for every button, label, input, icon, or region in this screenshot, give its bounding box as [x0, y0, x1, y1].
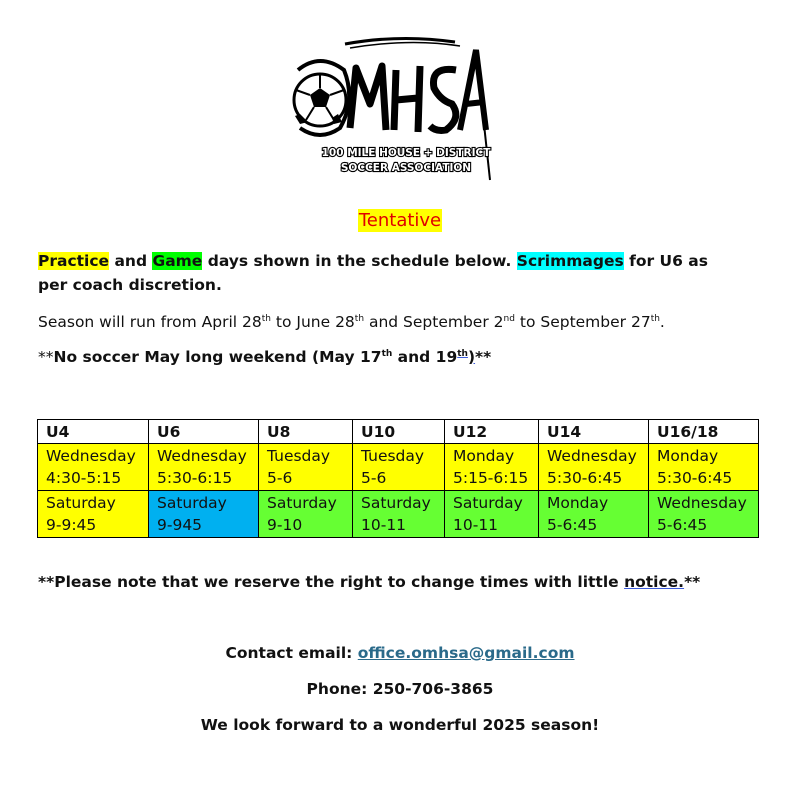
scrimmages-highlight: Scrimmages [516, 252, 624, 270]
intro-end: for U6 as per coach discretion. [38, 252, 708, 294]
practice-highlight: Practice [38, 252, 110, 270]
table-cell: Tuesday 5-6 [259, 444, 353, 491]
table-header-row [38, 420, 759, 444]
header-u16-18: U16/18 [649, 420, 759, 444]
closing-line: We look forward to a wonderful 2025 season! [200, 716, 600, 734]
practice-row [38, 444, 759, 491]
omhsa-logo [290, 30, 500, 182]
schedule-table [37, 419, 759, 538]
no-soccer-notice: **No soccer May long weekend (May 17th and 19th)** [38, 348, 492, 366]
table-cell: Wednesday 5:30-6:45 [539, 444, 649, 491]
table-cell: Saturday 9-945 [149, 491, 259, 538]
season-dates: Season will run from April 28th to June 28th and September 2nd to September 27th. [38, 313, 665, 331]
table-cell: Monday 5-6:45 [539, 491, 649, 538]
note-text: **Please note that we reserve the right to change times with little [38, 573, 625, 591]
game-highlight: Game [152, 252, 203, 270]
intro-paragraph [38, 249, 738, 297]
contact-email-label: Contact email: [225, 644, 358, 662]
table-cell: Wednesday 4:30-5:15 [38, 444, 149, 491]
game-row [38, 491, 759, 538]
phone-line: Phone: 250-706-3865 [306, 680, 494, 698]
header-u6: U6 [149, 420, 259, 444]
table-cell: Monday 5:30-6:45 [649, 444, 759, 491]
logo-subtitle-line2: SOCCER ASSOCIATION [340, 162, 472, 174]
table-cell: Saturday 10-11 [445, 491, 539, 538]
header-u12: U12 [445, 420, 539, 444]
table-cell: Saturday 9-10 [259, 491, 353, 538]
table-cell: Wednesday 5:30-6:15 [149, 444, 259, 491]
change-times-note [38, 570, 738, 594]
notice-link[interactable]: notice. [624, 573, 685, 591]
tentative-label: Tentative [358, 210, 442, 231]
intro-and: and [109, 252, 153, 270]
header-u8: U8 [259, 420, 353, 444]
contact-email-line [0, 644, 800, 662]
header-u10: U10 [353, 420, 445, 444]
table-cell: Monday 5:15-6:15 [445, 444, 539, 491]
tentative-heading [0, 210, 800, 231]
email-link[interactable]: office.omhsa@gmail.com [357, 644, 575, 662]
table-cell: Saturday 9-9:45 [38, 491, 149, 538]
note-end: ** [684, 573, 701, 591]
table-cell: Saturday 10-11 [353, 491, 445, 538]
header-u4: U4 [38, 420, 149, 444]
table-cell: Tuesday 5-6 [353, 444, 445, 491]
intro-mid: days shown in the schedule below. [202, 252, 517, 270]
header-u14: U14 [539, 420, 649, 444]
soccer-ball-logo-icon [290, 30, 500, 182]
table-cell: Wednesday 5-6:45 [649, 491, 759, 538]
logo-subtitle-line1: 100 MILE HOUSE + DISTRICT [321, 147, 491, 159]
